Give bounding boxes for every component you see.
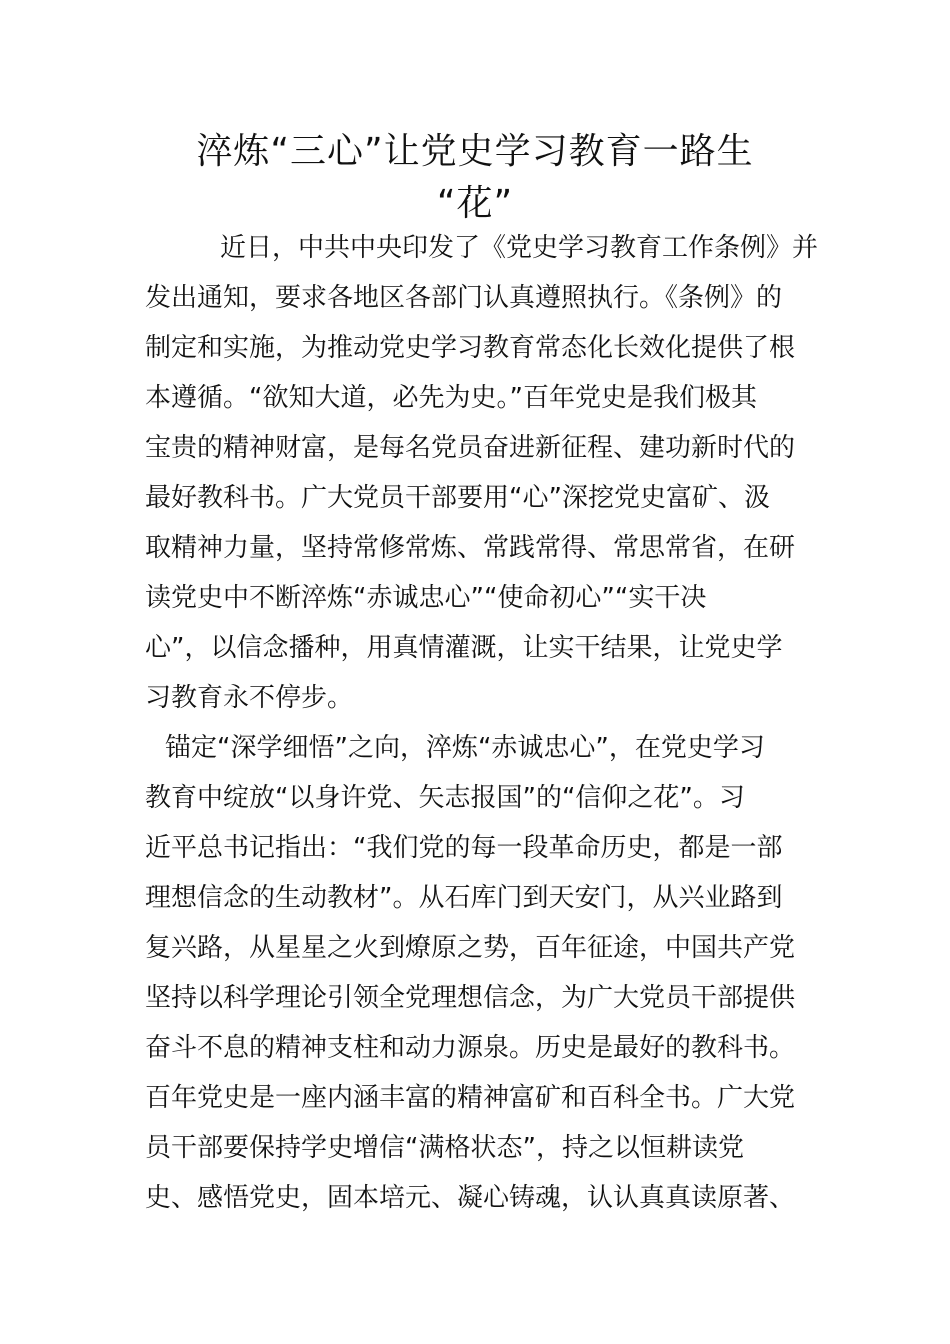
paragraph-2-line: 锚定“深学细悟”之向，淬炼“赤诚忠心”，在党史学习 — [165, 733, 765, 763]
paragraph-2-line: 百年党史是一座内涵丰富的精神富矿和百科全书。广大党 — [145, 1083, 796, 1113]
paragraph-2-line: 奋斗不息的精神支柱和动力源泉。历史是最好的教科书。 — [145, 1033, 796, 1063]
paragraph-2-line: 员干部要保持学史增信“满格状态”，持之以恒耕读党 — [145, 1133, 744, 1163]
document-body — [145, 223, 825, 1223]
paragraph-1-line: 发出通知，要求各地区各部门认真遵照执行。《条例》的 — [145, 283, 783, 313]
paragraph-1-line: 近日，中共中央印发了《党史学习教育工作条例》并 — [220, 233, 819, 263]
paragraph-2-line: 教育中绽放“以身许党、矢志报国”的“信仰之花”。习 — [145, 783, 745, 813]
paragraph-2-line: 理想信念的生动教材”。从石库门到天安门，从兴业路到 — [145, 883, 783, 913]
paragraph-2-line: 近平总书记指出：“我们党的每一段革命历史，都是一部 — [145, 833, 783, 863]
paragraph-1-line: 宝贵的精神财富，是每名党员奋进新征程、建功新时代的 — [145, 433, 796, 463]
document-title-line-1: 淬炼“三心”让党史学习教育一路生 — [196, 131, 754, 172]
paragraph-1-line: 取精神力量，坚持常修常炼、常践常得、常思常省，在研 — [145, 533, 796, 563]
paragraph-1-line: 读党史中不断淬炼“赤诚忠心”“使命初心”“实干决 — [145, 583, 707, 613]
paragraph-2-line: 史、感悟党史，固本培元、凝心铸魂，认认真真读原著、 — [145, 1183, 796, 1213]
paragraph-1-line: 制定和实施，为推动党史学习教育常态化长效化提供了根 — [145, 333, 796, 363]
paragraph-2-line: 复兴路，从星星之火到燎原之势，百年征途，中国共产党 — [145, 933, 796, 963]
document-title-line-2: “花” — [436, 183, 514, 224]
paragraph-2-line: 坚持以科学理论引领全党理想信念，为广大党员干部提供 — [145, 983, 796, 1013]
paragraph-1-line: 习教育永不停步。 — [145, 683, 354, 713]
paragraph-1-line: 心”，以信念播种，用真情灌溉，让实干结果，让党史学 — [145, 633, 783, 663]
paragraph-1-line: 本遵循。“欲知大道，必先为史。”百年党史是我们极其 — [145, 383, 757, 413]
paragraph-1-line: 最好教科书。广大党员干部要用“心”深挖党史富矿、汲 — [145, 483, 770, 513]
